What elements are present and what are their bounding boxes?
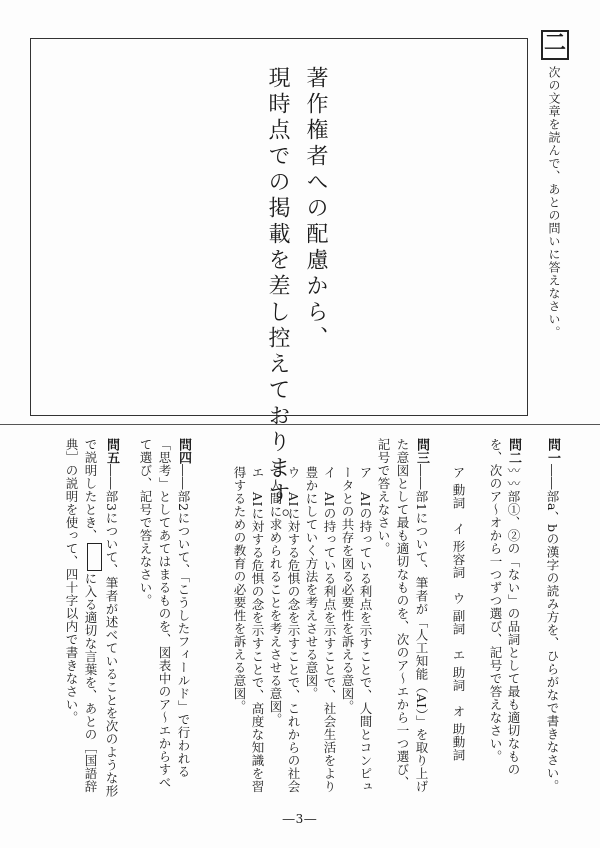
question-1-label: 問一 xyxy=(545,438,560,464)
question-4 xyxy=(136,438,193,800)
question-3-option-a: ア AIの持っている利点を示すことで、人間とコンピュータとの共存を図る必要性を訴える意図。 xyxy=(340,466,373,793)
page-number: ―3― xyxy=(282,812,318,826)
question-5-text-a: ――部3について、筆者が述べていることを次のような形で説明したとき、 xyxy=(83,438,119,798)
answer-blank-box xyxy=(87,543,102,571)
question-5 xyxy=(62,438,121,800)
copyright-notice-line1: 著作権者への配慮から、 xyxy=(303,66,328,352)
question-2 xyxy=(486,438,522,800)
section-number: 二 xyxy=(541,30,569,60)
question-2-label: 問二 xyxy=(506,438,521,464)
question-4-label: 問四 xyxy=(176,438,191,464)
question-3-option-b: イ AIの持っている利点を示すことで、社会生活をより豊かにしていく方法を考えさせる意図。 xyxy=(304,466,337,793)
question-2-text: 〰〰部①、②の「ない」の品詞として最も適切なものを、次のア～オから一つずつ選び、記号で答えなさい。 xyxy=(488,438,521,776)
section-divider xyxy=(0,424,600,425)
question-3-text: ――部1について、筆者が「人工知能（AI）」を取り上げた意図として最も適切なものを、次のア～エから一つ選び、記号で答えなさい。 xyxy=(376,438,429,794)
question-1 xyxy=(543,438,562,800)
question-3-label: 問三 xyxy=(414,438,429,464)
question-3-option-d: エ AIに対する危惧の念を示すことで、高度な知識を習得するための教育の必要性を訴える意図。 xyxy=(232,466,265,793)
question-4-text: ――部2について、「こうしたフィールド」で行われる「思考」としてあてはまるものを、図表中のア～エからすべて選び、記号で答えなさい。 xyxy=(138,438,191,789)
question-2-options: ア 動詞 イ 形容詞 ウ 副詞 エ 助詞 オ 助動詞 xyxy=(451,466,466,762)
question-3-option-c: ウ AIに対する危惧の念を示すことで、これからの社会で人間に求められることを考えさせる意図。 xyxy=(268,466,301,793)
question-1-text: ――部a、bの漢字の読み方を、ひらがなで書きなさい。 xyxy=(545,464,560,793)
copyright-notice-line2: 現時点での掲載を差し控えております。 xyxy=(265,66,290,534)
question-3 xyxy=(374,438,431,800)
question-5-label: 問五 xyxy=(104,438,119,464)
question-5-text-b: に入る適切な言葉を、あとの［国語辞典］の説明を使って、四十字以内で書きなさい。 xyxy=(64,438,98,793)
section-instruction: 次の文章を読んで、あとの問いに答えなさい。 xyxy=(547,66,561,339)
